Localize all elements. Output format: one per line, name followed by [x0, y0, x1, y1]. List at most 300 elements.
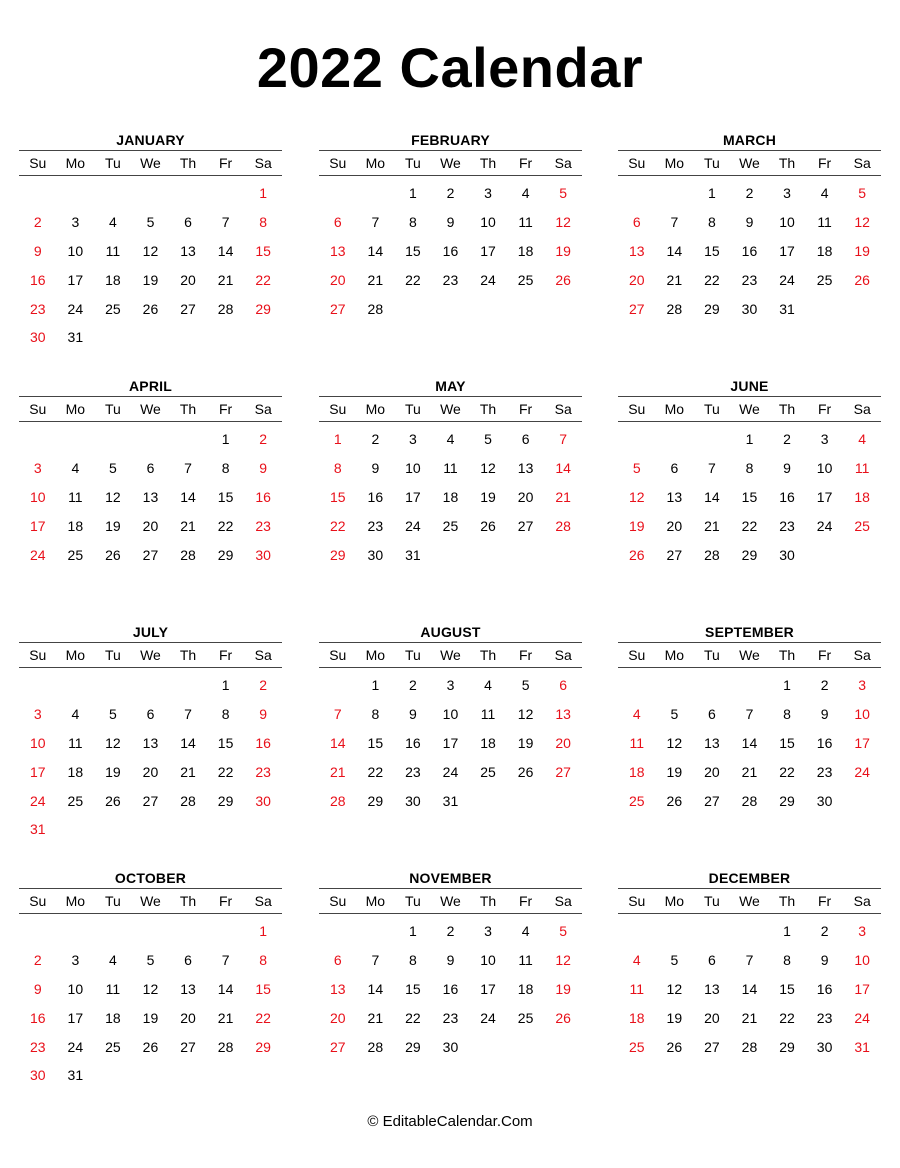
day-cell: 18: [517, 980, 534, 997]
day-cell: 11: [629, 980, 645, 997]
day-cell: 26: [555, 1009, 571, 1026]
month-name: MAY: [435, 378, 466, 394]
day-cell: 19: [142, 271, 159, 288]
day-cell: 13: [180, 980, 196, 997]
day-cell: 24: [779, 271, 795, 288]
weekday-label: Fr: [806, 643, 844, 668]
weekday-header-row: [19, 397, 282, 422]
day-cell: 4: [71, 706, 80, 723]
week-row: [618, 671, 881, 700]
weekday-label: Mo: [57, 889, 95, 914]
day-cell: 1: [221, 677, 230, 694]
month-name: AUGUST: [420, 624, 481, 640]
weekday-label: We: [132, 151, 170, 176]
day-cell: 13: [142, 734, 159, 751]
day-cell: 14: [217, 980, 234, 997]
day-cell: 17: [442, 734, 459, 751]
day-cell: 28: [367, 1038, 384, 1055]
day-cell: 15: [255, 980, 271, 997]
week-row: [319, 729, 582, 758]
day-cell: 26: [142, 1038, 159, 1055]
weekday-header-row: [618, 889, 881, 914]
day-cell: 8: [221, 706, 230, 723]
month-table: [618, 396, 881, 569]
day-cell: 7: [184, 706, 192, 723]
empty-cell: [469, 294, 507, 323]
month-name: NOVEMBER: [409, 870, 492, 886]
empty-cell: [843, 294, 881, 323]
month-august: [319, 622, 582, 815]
month-name: JANUARY: [116, 132, 185, 148]
day-cell: 28: [741, 792, 758, 809]
day-cell: 14: [367, 980, 384, 997]
weekday-label: Sa: [244, 889, 282, 914]
day-cell: 30: [29, 1067, 46, 1084]
day-cell: 25: [628, 792, 645, 809]
day-cell: 23: [442, 271, 459, 288]
weekday-label: Th: [469, 151, 507, 176]
weekday-label: Th: [169, 397, 207, 422]
empty-cell: [132, 1061, 170, 1090]
week-row: [319, 1032, 582, 1061]
empty-cell: [432, 294, 470, 323]
day-cell: 20: [142, 517, 159, 534]
day-cell: 29: [367, 792, 384, 809]
day-cell: 3: [71, 952, 80, 969]
empty-cell: [244, 1061, 282, 1090]
weekday-header-row: [319, 889, 582, 914]
empty-cell: [169, 671, 207, 700]
day-cell: 3: [858, 923, 867, 940]
day-cell: 26: [854, 271, 870, 288]
empty-cell: [544, 1032, 582, 1061]
day-cell: 3: [33, 460, 42, 477]
empty-cell: [94, 323, 132, 352]
weekday-label: Fr: [207, 643, 245, 668]
day-cell: 4: [446, 431, 455, 448]
day-cell: 23: [442, 1009, 459, 1026]
week-row: [319, 700, 582, 729]
day-cell: 15: [367, 734, 384, 751]
day-cell: 6: [708, 952, 716, 969]
day-cell: 24: [67, 300, 84, 317]
day-cell: 19: [854, 242, 870, 259]
day-cell: 1: [371, 677, 380, 694]
month-table: [19, 150, 282, 352]
day-cell: 20: [704, 1009, 720, 1026]
day-cell: 1: [221, 431, 230, 448]
day-cell: 15: [779, 980, 795, 997]
weekday-label: Su: [19, 643, 57, 668]
month-table: [19, 396, 282, 569]
day-cell: 27: [180, 300, 196, 317]
day-cell: 4: [632, 952, 641, 969]
empty-cell: [57, 917, 95, 946]
day-cell: 6: [521, 431, 530, 448]
day-cell: 8: [409, 214, 417, 231]
weekday-label: Th: [469, 643, 507, 668]
weekday-label: Fr: [507, 643, 545, 668]
day-cell: 10: [442, 706, 459, 723]
weekday-label: Su: [319, 643, 357, 668]
weekday-label: Sa: [843, 151, 881, 176]
day-cell: 3: [484, 185, 492, 202]
day-cell: 20: [704, 763, 720, 780]
day-cell: 9: [409, 706, 417, 723]
day-cell: 21: [329, 763, 346, 780]
day-cell: 25: [442, 517, 459, 534]
month-name: SEPTEMBER: [705, 624, 794, 640]
week-row: [19, 540, 282, 569]
day-cell: 3: [71, 214, 80, 231]
day-cell: 26: [666, 792, 683, 809]
weekday-label: Mo: [656, 889, 694, 914]
week-row: [19, 1003, 282, 1032]
day-cell: 16: [741, 242, 758, 259]
day-cell: 13: [142, 488, 159, 505]
day-cell: 10: [67, 980, 84, 997]
day-cell: 31: [779, 300, 795, 317]
day-cell: 28: [704, 546, 720, 563]
month-name: APRIL: [129, 378, 172, 394]
week-row: [19, 671, 282, 700]
week-row: [319, 786, 582, 815]
day-cell: 23: [255, 517, 271, 534]
day-cell: 25: [105, 1038, 121, 1055]
weekday-label: Sa: [843, 643, 881, 668]
day-cell: 10: [67, 242, 84, 259]
day-cell: 17: [480, 980, 496, 997]
day-cell: 15: [741, 488, 758, 505]
day-cell: 21: [367, 1009, 384, 1026]
empty-cell: [618, 179, 656, 208]
day-cell: 20: [666, 517, 683, 534]
day-cell: 2: [783, 431, 791, 448]
week-row: [319, 757, 582, 786]
day-cell: 9: [820, 706, 829, 723]
weekday-label: Su: [19, 151, 57, 176]
weekday-label: We: [132, 889, 170, 914]
day-cell: 19: [480, 488, 496, 505]
empty-cell: [94, 179, 132, 208]
day-cell: 19: [666, 1009, 683, 1026]
weekday-label: Tu: [394, 643, 432, 668]
day-cell: 1: [708, 185, 716, 202]
day-cell: 23: [29, 1038, 46, 1055]
day-cell: 24: [480, 1009, 496, 1026]
day-cell: 13: [329, 242, 346, 259]
day-cell: 20: [628, 271, 645, 288]
week-row: [319, 511, 582, 540]
empty-cell: [57, 671, 95, 700]
week-row: [319, 946, 582, 975]
day-cell: 19: [628, 517, 645, 534]
weekday-header-row: [618, 397, 881, 422]
day-cell: 13: [666, 488, 683, 505]
weekday-label: We: [731, 397, 769, 422]
day-cell: 16: [816, 980, 833, 997]
day-cell: 28: [741, 1038, 758, 1055]
day-cell: 15: [405, 980, 421, 997]
day-cell: 3: [33, 706, 42, 723]
day-cell: 24: [816, 517, 833, 534]
day-cell: 16: [29, 271, 46, 288]
empty-cell: [169, 425, 207, 454]
weekday-label: Sa: [544, 397, 582, 422]
day-cell: 26: [517, 763, 534, 780]
day-cell: 25: [854, 517, 870, 534]
day-cell: 16: [367, 488, 384, 505]
day-cell: 26: [555, 271, 571, 288]
day-cell: 6: [708, 706, 716, 723]
day-cell: 27: [666, 546, 683, 563]
day-cell: 7: [221, 952, 230, 969]
empty-cell: [507, 540, 545, 569]
empty-cell: [132, 323, 170, 352]
day-cell: 6: [184, 952, 192, 969]
day-cell: 6: [632, 214, 641, 231]
day-cell: 19: [517, 734, 534, 751]
day-cell: 19: [142, 1009, 159, 1026]
day-cell: 18: [67, 763, 84, 780]
empty-cell: [207, 1061, 245, 1090]
empty-cell: [357, 179, 395, 208]
day-cell: 3: [783, 185, 791, 202]
day-cell: 2: [409, 677, 417, 694]
day-cell: 17: [816, 488, 833, 505]
day-cell: 2: [371, 431, 380, 448]
week-row: [19, 786, 282, 815]
day-cell: 3: [446, 677, 455, 694]
empty-cell: [244, 815, 282, 844]
day-cell: 5: [109, 706, 117, 723]
week-row: [618, 265, 881, 294]
month-table: [618, 888, 881, 1061]
empty-cell: [432, 540, 470, 569]
month-february: [319, 130, 582, 323]
weekday-label: We: [432, 397, 470, 422]
week-row: [19, 815, 282, 844]
day-cell: 25: [628, 1038, 645, 1055]
month-name: DECEMBER: [708, 870, 791, 886]
month-name: MARCH: [722, 132, 777, 148]
month-october: [19, 868, 282, 1090]
day-cell: 21: [704, 517, 720, 534]
day-cell: 14: [555, 460, 571, 477]
empty-cell: [94, 917, 132, 946]
day-cell: 8: [333, 460, 342, 477]
day-cell: 4: [109, 214, 117, 231]
weekday-label: Mo: [357, 643, 395, 668]
weekday-label: Su: [19, 889, 57, 914]
day-cell: 5: [670, 706, 679, 723]
day-cell: 16: [442, 242, 459, 259]
day-cell: 15: [704, 242, 720, 259]
week-row: [19, 729, 282, 758]
empty-cell: [94, 1061, 132, 1090]
day-cell: 17: [854, 734, 870, 751]
empty-cell: [507, 786, 545, 815]
day-cell: 2: [820, 677, 829, 694]
month-september: [618, 622, 881, 815]
day-cell: 22: [217, 517, 234, 534]
week-row: [19, 265, 282, 294]
day-cell: 4: [521, 923, 530, 940]
empty-cell: [19, 917, 57, 946]
month-table: [319, 888, 582, 1061]
weekday-label: Mo: [656, 151, 694, 176]
weekday-label: Th: [768, 397, 806, 422]
day-cell: 17: [29, 517, 46, 534]
empty-cell: [544, 294, 582, 323]
empty-cell: [94, 425, 132, 454]
week-row: [319, 540, 582, 569]
day-cell: 9: [259, 460, 268, 477]
empty-cell: [169, 323, 207, 352]
weekday-label: We: [432, 643, 470, 668]
day-cell: 21: [666, 271, 683, 288]
day-cell: 24: [29, 792, 46, 809]
day-cell: 8: [409, 952, 417, 969]
weekday-label: Tu: [394, 151, 432, 176]
day-cell: 23: [816, 763, 833, 780]
day-cell: 22: [217, 763, 234, 780]
week-row: [618, 729, 881, 758]
week-row: [19, 454, 282, 483]
day-cell: 28: [217, 300, 234, 317]
day-cell: 9: [259, 706, 268, 723]
day-cell: 19: [666, 763, 683, 780]
week-row: [319, 179, 582, 208]
day-cell: 16: [442, 980, 459, 997]
day-cell: 26: [480, 517, 496, 534]
week-row: [19, 757, 282, 786]
day-cell: 31: [29, 821, 46, 838]
day-cell: 15: [217, 488, 234, 505]
week-row: [319, 208, 582, 237]
day-cell: 23: [779, 517, 795, 534]
weekday-label: Su: [618, 397, 656, 422]
day-cell: 24: [480, 271, 496, 288]
day-cell: 3: [858, 677, 867, 694]
week-row: [319, 294, 582, 323]
day-cell: 10: [480, 214, 496, 231]
day-cell: 10: [29, 488, 46, 505]
month-july: [19, 622, 282, 844]
day-cell: 22: [255, 271, 271, 288]
day-cell: 19: [555, 980, 571, 997]
empty-cell: [843, 786, 881, 815]
empty-cell: [94, 815, 132, 844]
week-row: [19, 975, 282, 1004]
weekday-label: Su: [319, 397, 357, 422]
day-cell: 18: [480, 734, 496, 751]
day-cell: 5: [632, 460, 641, 477]
weekday-label: Th: [169, 889, 207, 914]
weekday-label: Tu: [693, 151, 731, 176]
day-cell: 27: [704, 792, 720, 809]
day-cell: 17: [779, 242, 795, 259]
weekday-label: Tu: [394, 397, 432, 422]
week-row: [19, 208, 282, 237]
day-cell: 22: [405, 1009, 421, 1026]
empty-cell: [731, 917, 769, 946]
day-cell: 21: [367, 271, 384, 288]
week-row: [618, 1003, 881, 1032]
day-cell: 25: [105, 300, 121, 317]
day-cell: 11: [518, 952, 533, 969]
weekday-header-row: [618, 643, 881, 668]
day-cell: 29: [217, 792, 234, 809]
empty-cell: [132, 917, 170, 946]
weekday-label: Mo: [57, 397, 95, 422]
week-row: [618, 237, 881, 266]
weekday-label: Fr: [207, 151, 245, 176]
empty-cell: [731, 671, 769, 700]
day-cell: 31: [67, 329, 84, 346]
month-name: JUNE: [730, 378, 769, 394]
month-name: JULY: [132, 624, 169, 640]
weekday-label: Mo: [357, 151, 395, 176]
weekday-label: Fr: [207, 397, 245, 422]
weekday-header-row: [19, 889, 282, 914]
week-row: [618, 425, 881, 454]
footer-credit: © EditableCalendar.Com: [367, 1113, 533, 1130]
day-cell: 27: [142, 546, 159, 563]
day-cell: 17: [29, 763, 46, 780]
day-cell: 28: [367, 300, 384, 317]
day-cell: 27: [704, 1038, 720, 1055]
day-cell: 15: [217, 734, 234, 751]
day-cell: 9: [745, 214, 754, 231]
week-row: [618, 294, 881, 323]
week-row: [319, 454, 582, 483]
week-row: [19, 511, 282, 540]
day-cell: 27: [142, 792, 159, 809]
day-cell: 9: [33, 242, 42, 259]
empty-cell: [357, 917, 395, 946]
weekday-header-row: [319, 397, 582, 422]
day-cell: 6: [670, 460, 679, 477]
empty-cell: [169, 815, 207, 844]
day-cell: 10: [816, 460, 833, 477]
empty-cell: [656, 917, 694, 946]
week-row: [618, 208, 881, 237]
day-cell: 23: [29, 300, 46, 317]
day-cell: 20: [329, 1009, 346, 1026]
day-cell: 14: [666, 242, 683, 259]
day-cell: 16: [816, 734, 833, 751]
day-cell: 20: [180, 1009, 196, 1026]
week-row: [618, 454, 881, 483]
day-cell: 13: [704, 734, 720, 751]
day-cell: 12: [666, 980, 683, 997]
day-cell: 28: [555, 517, 571, 534]
weekday-label: Fr: [806, 397, 844, 422]
day-cell: 12: [480, 460, 496, 477]
day-cell: 31: [854, 1038, 870, 1055]
empty-cell: [544, 786, 582, 815]
day-cell: 12: [555, 952, 571, 969]
week-row: [618, 946, 881, 975]
empty-cell: [169, 1061, 207, 1090]
weekday-label: Tu: [94, 151, 132, 176]
empty-cell: [693, 425, 731, 454]
day-cell: 20: [555, 734, 571, 751]
day-cell: 27: [555, 763, 571, 780]
empty-cell: [132, 671, 170, 700]
empty-cell: [57, 425, 95, 454]
